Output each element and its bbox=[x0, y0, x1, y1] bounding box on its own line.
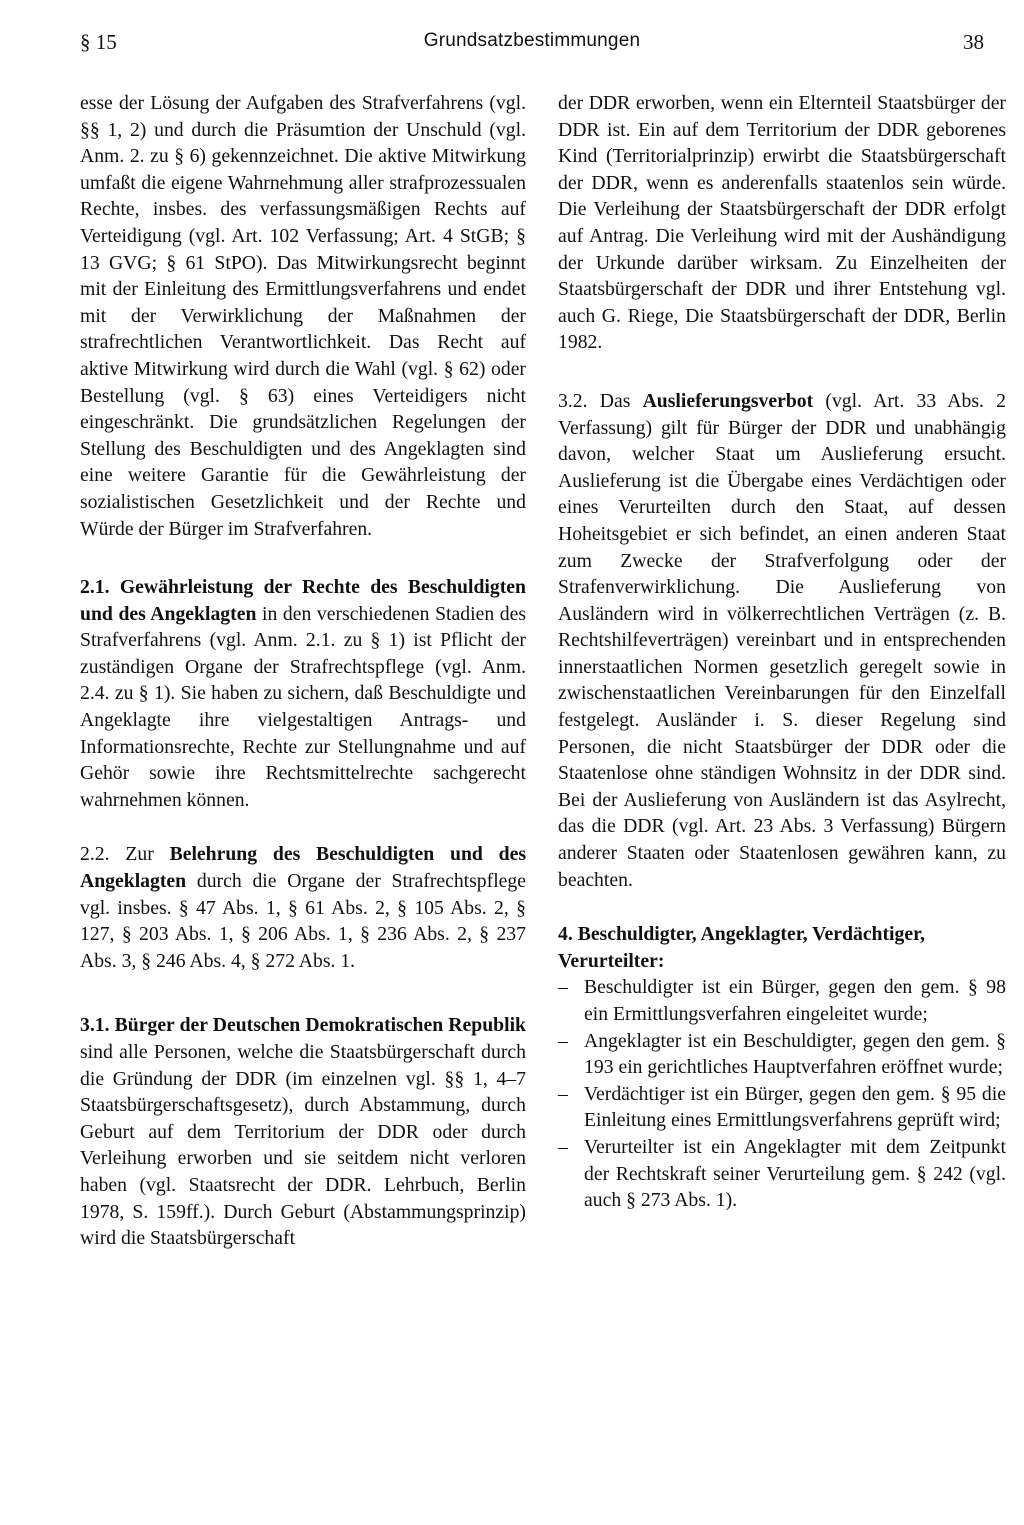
list-item bbox=[558, 1028, 1006, 1081]
dash-bullet: – bbox=[558, 1082, 568, 1105]
text-3-1: sind alle Personen, welche die Staatsbürgerschaft durch die Gründung der DDR (im einzelnen vgl. §§ 1, 4–7 Staatsbürgerschaftsgesetz), durch Abstammung, durch Geburt auf dem Territorium der DDR oder durch Verleihung erworben und sie seitdem nicht verloren haben (vgl. Staatsrecht der DDR. Lehrbuch, Berlin 1978, S. 159ff.). Durch Geburt (Abstammungsprinzip) wird die Staatsbürgerschaft bbox=[80, 1041, 526, 1250]
paragraph-continuation: esse der Lösung der Aufgaben des Strafverfahrens (vgl. §§ 1, 2) und durch die Präsumtion der Unschuld (vgl. Anm. 2. zu § 6) gekennzeichnet. Die aktive Mitwirkung umfaßt die eigene Wahrnehmung aller strafprozessualen Rechte, insbes. des verfassungsmäßigen Rechts auf Verteidigung (vgl. Art. 102 Verfassung; Art. 4 StGB; § 13 GVG; § 61 StPO). Das Mitwirkungsrecht beginnt mit der Einleitung des Ermittlungsverfahrens und endet mit der Verwirklichung der Maßnahmen der strafrechtlichen Verantwortlichkeit. Das Recht auf aktive Mitwirkung wird durch die Wahl (vgl. § 62) oder Bestellung (vgl. § 63) eines Verteidigers nicht eingeschränkt. Die grundsätzlichen Regelungen der Stellung des Beschuldigten und des Angeklagten sind eine weitere Garantie für die Gewährleistung der sozialistischen Gesetzlichkeit und der Rechte und Würde der Bürger im Strafverfahren. bbox=[80, 92, 526, 540]
list-item-text: Angeklagter ist ein Beschuldigter, gegen den gem. § 193 ein gerichtliches Hauptverfahren eröffnet wurde; bbox=[584, 1029, 1006, 1079]
paragraph-3-2 bbox=[558, 388, 1006, 893]
page-number: 38 bbox=[963, 30, 984, 54]
paragraph-2-2 bbox=[80, 841, 526, 974]
definitions-list bbox=[558, 974, 1006, 1213]
heading-3-1: 3.1. Bürger der Deutschen Demokratischen Republik bbox=[80, 1014, 526, 1037]
heading-3-2: Auslieferungsverbot bbox=[642, 389, 814, 412]
dash-bullet: – bbox=[558, 1029, 568, 1052]
left-column bbox=[80, 90, 526, 1252]
section-marker: § 15 bbox=[80, 30, 117, 54]
page-header bbox=[80, 30, 984, 62]
heading-2-2: Belehrung des Beschuldigten und des Angeklagten bbox=[80, 843, 526, 893]
text-3-2: (vgl. Art. 33 Abs. 2 Verfassung) gilt für Bürger der DDR und unabhängig davon, welcher Staat um Auslieferung ersucht. Auslieferung ist die Übergabe eines Verdächtigen oder eines Verurteilten durch den Staat, auf dessen Hoheitsgebiet er sich befindet, an einen anderen Staat zum Zwecke der Strafverfolgung oder der Strafenverwirklichung. Die Auslieferung von Ausländern wird in völkerrechtlichen Verträgen (z. B. Rechtshilfeverträgen) vereinbart und in entsprechenden innerstaatlichen Normen gesetzlich geregelt sowie in zwischenstaatlichen Vereinbarungen für den Einzelfall festgelegt. Ausländer i. S. dieser Regelung sind Personen, die nicht Staatsbürger der DDR oder die Staatenlose ohne ständigen Wohnsitz in der DDR sind. Bei der Auslieferung von Ausländern ist das Asylrecht, das die DDR (vgl. Art. 23 Abs. 3 Verfassung) Bürgern anderer Staaten oder Staatenlosen gewähren kann, zu beachten. bbox=[558, 389, 1006, 891]
list-item-text: Verurteilter ist ein Angeklagter mit dem Zeitpunkt der Rechtskraft seiner Verurteilung gem. § 242 (vgl. auch § 273 Abs. 1). bbox=[584, 1135, 1006, 1212]
paragraph-3-1-continued: der DDR erworben, wenn ein Elternteil Staatsbürger der DDR ist. Ein auf dem Territorium der DDR geborenes Kind (Territorialprinzip) erwirbt die Staatsbürgerschaft der DDR, wenn es anderenfalls staatenlos sein würde. Die Verleihung der Staatsbürgerschaft der DDR erfolgt auf Antrag. Die Verleihung wird mit der Aushändigung der Urkunde darüber wirksam. Zu Einzelheiten der Staatsbürgerschaft der DDR und ihrer Entstehung vgl. auch G. Riege, Die Staatsbürgerschaft der DDR, Berlin 1982. bbox=[558, 92, 1006, 354]
right-column bbox=[558, 90, 1006, 1214]
heading-4: 4. Beschuldigter, Angeklagter, Verdächtiger, Verurteilter: bbox=[558, 923, 925, 972]
text-2-1: in den verschiedenen Stadien des Strafverfahrens (vgl. Anm. 2.1. zu § 1) ist Pflicht der zuständigen Organe der Strafrechtspflege (vgl. Anm. 2.4. zu § 1). Sie haben zu sichern, daß Beschuldigte und Angeklagte ihre vielgestaltigen Antrags- und Informationsrechte, Rechte zur Stellungnahme und auf Gehör sowie ihre Rechtsmittelrechte sachgerecht wahrnehmen können. bbox=[80, 602, 526, 811]
list-item-text: Verdächtiger ist ein Bürger, gegen den gem. § 95 die Einleitung eines Ermittlungsverfahrens geprüft wird; bbox=[584, 1082, 1006, 1132]
running-title: Grundsatzbestimmungen bbox=[423, 30, 641, 51]
dash-bullet: – bbox=[558, 976, 568, 999]
paragraph-2-1 bbox=[80, 574, 526, 813]
number-3-2: 3.2. Das bbox=[558, 389, 643, 412]
number-2-2: 2.2. Zur bbox=[80, 843, 170, 866]
heading-2-1: 2.1. Gewährleistung der Rechte des Beschuldigten und des Angeklagten bbox=[80, 576, 526, 625]
text-2-2: durch die Organe der Strafrechtspflege vgl. insbes. § 47 Abs. 1, § 61 Abs. 2, § 105 Abs. 2, § 127, § 203 Abs. 1, § 206 Abs. 1, § 236 Abs. 2, § 237 Abs. 3, § 246 Abs. 4, § 272 Abs. 1. bbox=[80, 870, 526, 972]
list-item bbox=[558, 1134, 1006, 1214]
paragraph-3-1 bbox=[80, 1012, 526, 1251]
list-item bbox=[558, 974, 1006, 1027]
list-item bbox=[558, 1081, 1006, 1134]
list-item-text: Beschuldigter ist ein Bürger, gegen den gem. § 98 ein Ermittlungsverfahren eingeleitet wurde; bbox=[584, 976, 1006, 1025]
dash-bullet: – bbox=[558, 1135, 568, 1158]
